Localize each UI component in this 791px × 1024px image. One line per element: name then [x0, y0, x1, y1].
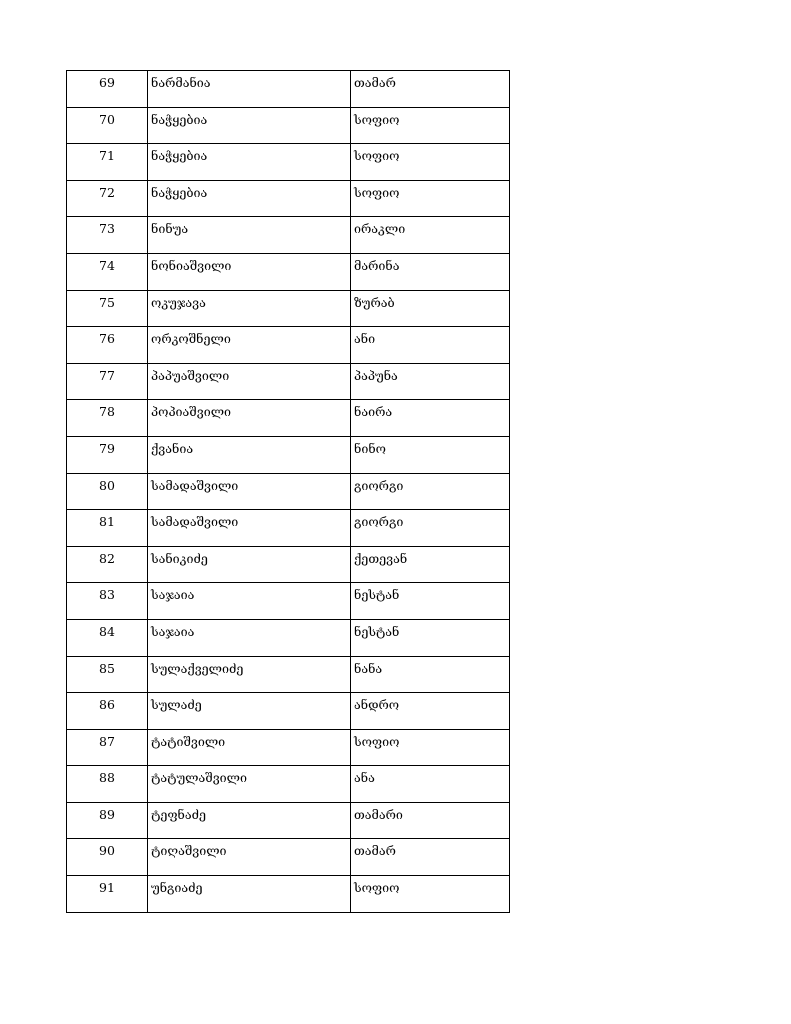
given-name-cell: პაპუნა	[351, 363, 510, 400]
table-row	[67, 876, 510, 913]
given-name-cell: ნესტან	[351, 619, 510, 656]
given-name-cell: ნინო	[351, 436, 510, 473]
surname-cell: ნონიაშვილი	[148, 253, 351, 290]
table-row	[67, 107, 510, 144]
given-name-cell: გიორგი	[351, 510, 510, 547]
given-name-cell: ანა	[351, 766, 510, 803]
surname-cell: სანიკიძე	[148, 546, 351, 583]
given-name-cell: ზურაბ	[351, 290, 510, 327]
table-row	[67, 144, 510, 181]
given-name-cell: თამარი	[351, 802, 510, 839]
surname-cell: სულაქველიძე	[148, 656, 351, 693]
row-number-cell: 71	[67, 144, 148, 181]
table-row	[67, 253, 510, 290]
row-number-cell: 81	[67, 510, 148, 547]
surname-cell: ტიღაშვილი	[148, 839, 351, 876]
row-number-cell: 73	[67, 217, 148, 254]
surname-cell: ოკუჯავა	[148, 290, 351, 327]
given-name-cell: სოფიო	[351, 729, 510, 766]
row-number-cell: 77	[67, 363, 148, 400]
table-row	[67, 510, 510, 547]
row-number-cell: 84	[67, 619, 148, 656]
table-row	[67, 290, 510, 327]
given-name-cell: სოფიო	[351, 180, 510, 217]
given-name-cell: ირაკლი	[351, 217, 510, 254]
row-number-cell: 88	[67, 766, 148, 803]
row-number-cell: 85	[67, 656, 148, 693]
given-name-cell: ნესტან	[351, 583, 510, 620]
row-number-cell: 72	[67, 180, 148, 217]
roster-table-body	[67, 71, 510, 913]
table-row	[67, 839, 510, 876]
table-row	[67, 363, 510, 400]
row-number-cell: 75	[67, 290, 148, 327]
given-name-cell: თამარ	[351, 71, 510, 108]
given-name-cell: გიორგი	[351, 473, 510, 510]
surname-cell: უნგიაძე	[148, 876, 351, 913]
row-number-cell: 89	[67, 802, 148, 839]
table-row	[67, 546, 510, 583]
table-row	[67, 583, 510, 620]
table-row	[67, 656, 510, 693]
table-row	[67, 400, 510, 437]
row-number-cell: 78	[67, 400, 148, 437]
surname-cell: საჯაია	[148, 583, 351, 620]
given-name-cell: სოფიო	[351, 107, 510, 144]
surname-cell: პაპუაშვილი	[148, 363, 351, 400]
surname-cell: ტატიშვილი	[148, 729, 351, 766]
row-number-cell: 76	[67, 327, 148, 364]
table-row	[67, 693, 510, 730]
given-name-cell: ანი	[351, 327, 510, 364]
surname-cell: ნინუა	[148, 217, 351, 254]
surname-cell: ნარმანია	[148, 71, 351, 108]
row-number-cell: 80	[67, 473, 148, 510]
surname-cell: სამადაშვილი	[148, 473, 351, 510]
surname-cell: ნაჭყებია	[148, 107, 351, 144]
surname-cell: ტატულაშვილი	[148, 766, 351, 803]
given-name-cell: ნანა	[351, 656, 510, 693]
table-row	[67, 802, 510, 839]
row-number-cell: 79	[67, 436, 148, 473]
row-number-cell: 90	[67, 839, 148, 876]
row-number-cell: 82	[67, 546, 148, 583]
given-name-cell: მარინა	[351, 253, 510, 290]
given-name-cell: ანდრო	[351, 693, 510, 730]
surname-cell: ორკოშნელი	[148, 327, 351, 364]
table-row	[67, 729, 510, 766]
roster-table	[66, 70, 510, 913]
surname-cell: სამადაშვილი	[148, 510, 351, 547]
table-row	[67, 327, 510, 364]
surname-cell: ნაჭყებია	[148, 180, 351, 217]
row-number-cell: 70	[67, 107, 148, 144]
surname-cell: ნაჭყებია	[148, 144, 351, 181]
surname-cell: ტეფნაძე	[148, 802, 351, 839]
table-row	[67, 619, 510, 656]
table-row	[67, 71, 510, 108]
row-number-cell: 91	[67, 876, 148, 913]
table-row	[67, 436, 510, 473]
table-row	[67, 217, 510, 254]
given-name-cell: თამარ	[351, 839, 510, 876]
table-row	[67, 473, 510, 510]
row-number-cell: 74	[67, 253, 148, 290]
table-row	[67, 180, 510, 217]
row-number-cell: 86	[67, 693, 148, 730]
surname-cell: პოპიაშვილი	[148, 400, 351, 437]
surname-cell: საჯაია	[148, 619, 351, 656]
row-number-cell: 87	[67, 729, 148, 766]
surname-cell: სულაძე	[148, 693, 351, 730]
table-row	[67, 766, 510, 803]
surname-cell: ქვანია	[148, 436, 351, 473]
given-name-cell: ქეთევან	[351, 546, 510, 583]
row-number-cell: 69	[67, 71, 148, 108]
given-name-cell: სოფიო	[351, 876, 510, 913]
given-name-cell: სოფიო	[351, 144, 510, 181]
given-name-cell: ნაირა	[351, 400, 510, 437]
row-number-cell: 83	[67, 583, 148, 620]
